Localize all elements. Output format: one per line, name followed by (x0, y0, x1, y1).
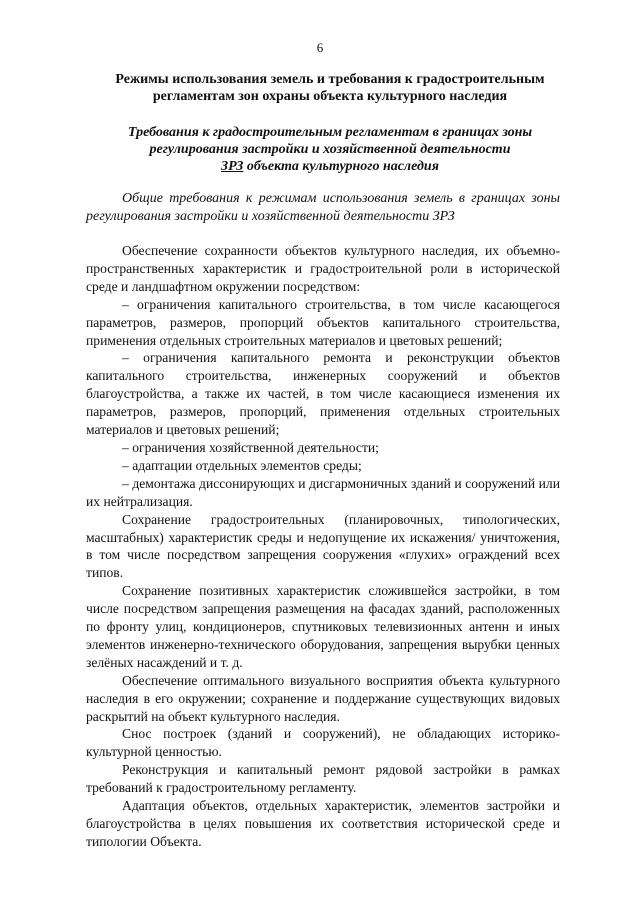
subsection-heading (70, 124, 590, 175)
section-heading-line: Режимы использования земель и требования к градостроительным (115, 72, 545, 87)
list-item: – ограничения капитального строительства, в том числе касающегося параметров, размеров, пропорций объектов капитального строительства, применения отдельных строительных материалов и цветовых решений; (86, 296, 560, 348)
body-text (86, 242, 560, 851)
subsection-heading-line: Требования к градостроительным регламентам в границах зоны (127, 125, 533, 140)
zone-code: ЗРЗ (221, 159, 244, 174)
subsection-heading-line-rest: объекта культурного наследия (243, 159, 439, 174)
paragraph: Сохранение позитивных характеристик сложившейся застройки, в том числе посредством запрещения размещения на фасадах зданий, расположенных по фронту улиц, кондиционеров, спутниковых телевизионных антенн и иных элементов инженерно-технического оборудования, запрещения вырубки ценных зелёных насаждений и т. д. (86, 583, 560, 670)
paragraph: Снос построек (зданий и сооружений), не обладающих историко-культурной ценностью. (86, 726, 560, 760)
list-item: – адаптации отдельных элементов среды; (122, 457, 362, 473)
section-heading-line: регламентам зон охраны объекта культурного наследия (152, 89, 508, 104)
general-requirements-heading: Общие требования к режимам использования земель в границах зоны регулирования застройки и хозяйственной деятельности ЗРЗ (86, 191, 560, 224)
subsection-heading-line: регулирования застройки и хозяйственной деятельности (149, 142, 511, 157)
paragraph: Обеспечение сохранности объектов культурного наследия, их объемно-пространственных характеристик и градостроительной роли в исторической среде и ландшафтном окружении посредством: (86, 243, 560, 294)
list-item: – ограничения капитального ремонта и реконструкции объектов капитального строительства, инженерных сооружений и объектов благоустройства, а также их частей, в том числе касающиеся изменения их параметров, размеров, пропорций, применения отдельных строительных материалов и цветовых решений; (86, 350, 560, 438)
paragraph: Обеспечение оптимального визуального восприятия объекта культурного наследия в его окружении; сохранение и поддержание существующих видовых раскрытий на объект культурного наследия. (86, 672, 560, 724)
page-number: 6 (316, 40, 324, 55)
paragraph: Реконструкция и капитальный ремонт рядовой застройки в рамках требований к градостроительному регламенту. (86, 762, 560, 796)
subsection-heading-line (70, 158, 590, 175)
paragraph: Сохранение градостроительных (планировочных, типологических, масштабных) характеристик среды и недопущение их искажения/ уничтожения, в том числе посредством запрещения сооружения «глухих» ограждений всех типов. (86, 511, 560, 581)
list-item: – ограничения хозяйственной деятельности; (122, 439, 379, 455)
section-heading (70, 71, 590, 105)
list-item: – демонтажа диссонирующих и дисгармоничных зданий и сооружений или их нейтрализация. (86, 475, 560, 509)
paragraph: Адаптация объектов, отдельных характеристик, элементов застройки и благоустройства в целях повышения их соответствия исторической среде и типологии Объекта. (86, 798, 560, 849)
